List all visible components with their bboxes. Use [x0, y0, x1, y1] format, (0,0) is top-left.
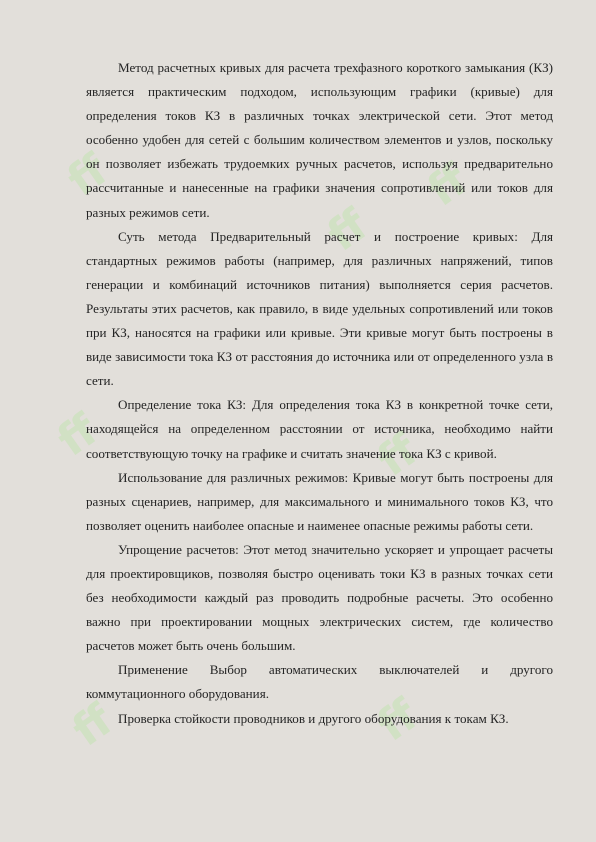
watermark-logo: ff: [368, 424, 428, 487]
watermark-logo: ff: [63, 694, 123, 757]
watermark-logo: ff: [318, 199, 378, 262]
watermark-logo: ff: [368, 689, 428, 752]
watermark-logo: ff: [418, 154, 478, 217]
paragraph-application: Применение Выбор автоматических выключателей и другого коммутационного оборудования.: [86, 662, 553, 702]
paragraph-various-modes: Использование для различных режимов: Кривые могут быть построены для разных сценариев, например, для максимального и минимального токов КЗ, что позволяет оценить наиболее опасные и наименее опасные режимы работы сети.: [86, 469, 553, 533]
watermark-logo: ff: [48, 404, 108, 467]
paragraph-method-essence: Суть метода Предварительный расчет и построение кривых: Для стандартных режимов работы (например, для различных напряжений, типов генерации и комбинаций источников питания) выполняется серия расчетов. Результаты этих расчетов, как правило, в виде удельных сопротивлений или токов при КЗ, наносятся на графики или кривые. Эти кривые могут быть построены в виде зависимости тока КЗ от расстояния до источника или от определенного узла в сети.: [86, 228, 553, 389]
paragraph-simplification: Упрощение расчетов: Этот метод значительно ускоряет и упрощает расчеты для проектировщиков, позволяя быстро оценивать токи КЗ в разных точках сети без необходимости каждый раз проводить подробные расчеты. Это особенно важно при проектировании мощных электрических систем, где количество расчетов может быть очень большим.: [86, 541, 553, 654]
document-body: [86, 56, 553, 731]
paragraph-stability-check: Проверка стойкости проводников и другого оборудования к токам КЗ.: [118, 710, 509, 726]
paragraph-method-intro: Метод расчетных кривых для расчета трехфазного короткого замыкания (КЗ) является практическим подходом, использующим графики (кривые) для определения токов КЗ в различных точках электрической сети. Этот метод особенно удобен для сетей с большим количеством элементов и узлов, поскольку он позволяет избежать трудоемких ручных расчетов, используя предварительно рассчитанные и нанесенные на графики значения сопротивлений или токов для разных режимов сети.: [86, 60, 553, 220]
watermark-logo: ff: [58, 144, 118, 207]
paragraph-current-determination: Определение тока КЗ: Для определения тока КЗ в конкретной точке сети, находящейся на определенном расстоянии от источника, необходимо найти соответствующую точку на графике и считать значение тока КЗ с кривой.: [86, 397, 553, 461]
